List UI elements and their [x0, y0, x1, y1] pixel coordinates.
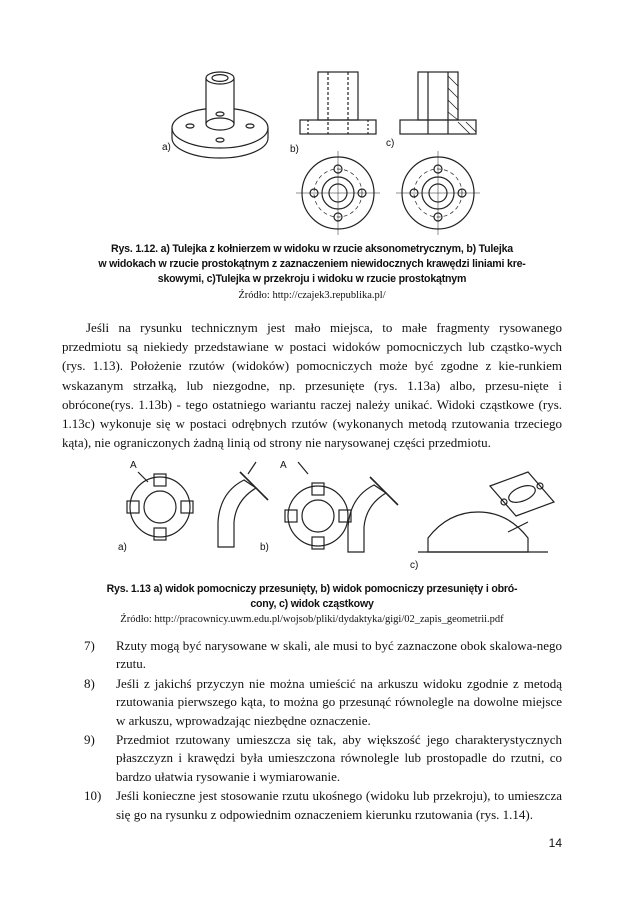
list-item [84, 787, 562, 824]
partial-view [418, 472, 554, 552]
list-item [84, 637, 562, 674]
caption2-line-2: cony, c) widok cząstkowy [250, 598, 374, 610]
figure-1-12-drawing [160, 66, 480, 236]
fig2-arrow-label-b: A [280, 460, 287, 471]
fig2-label-c: c) [410, 560, 419, 571]
list-item-number: 8) [84, 675, 95, 691]
top-view-c [396, 151, 480, 235]
list-item-text: Rzuty mogą być narysowane w skali, ale musi to być zaznaczone obok skalowa-nego rzutu. [116, 638, 562, 672]
figure-1-12-caption [62, 242, 562, 287]
fig2-label-a: a) [118, 542, 127, 553]
caption2-line-1: Rys. 1.13 a) widok pomocniczy przesunięty, b) widok pomocniczy przesunięty i obró- [106, 583, 518, 595]
figure-1-12-source: Źródło: http://czajek3.republika.pl/ [238, 290, 386, 301]
figure-1-13-drawing [108, 452, 578, 572]
list-item-number: 9) [84, 732, 95, 748]
list-item [84, 731, 562, 786]
list-item-text: Przedmiot rzutowany umieszcza się tak, aby większość jego charakterystycznych płaszczyzn i krawędzi była umieszczona równolegle lub prostopadle do rzutni, co bardzo ułatwia rysowanie i wymiarowanie. [116, 732, 562, 784]
fig2-label-b: b) [260, 542, 269, 553]
isometric-bushing [172, 72, 268, 158]
list-item-text: Jeśli z jakichś przyczyn nie można umieścić na arkuszu widoku zgodnie z metodą rzutowania pierwszego kąta, to można go przesunąć równolegle na dowolne miejsce w arkuszu, wprowadzając niezbędne oznaczenie. [116, 675, 562, 728]
fig1-label-c: c) [386, 138, 395, 149]
list-item-number: 7) [84, 638, 95, 653]
figure-1-13-caption [62, 582, 562, 612]
fig2-arrow-label-a: A [130, 460, 137, 471]
list-item-number: 10) [84, 788, 102, 804]
caption1-line-3: skowymi, c)Tulejka w przekroju i widoku w rzucie prostokątnym [157, 273, 467, 285]
figure-1-13 [108, 452, 578, 572]
auxiliary-view-shifted [127, 462, 268, 547]
fig1-label-a: a) [162, 142, 171, 153]
figure-1-13-source: Źródło: http://pracownicy.uwm.edu.pl/wojsob/pliki/dydaktyka/gigi/02_zapis_geometrii.pdf [120, 614, 504, 625]
page-number: 14 [548, 836, 562, 850]
body-paragraph: Jeśli na rysunku technicznym jest mało miejsca, to małe fragmenty rysowanego przedmiotu są niekiedy przedstawiane w postaci widoków pomocniczych lub cząstko-wych (rys. 1.13). Położenie rzutów (widoków) pomocniczych może być zgodne z kie-runkiem wskazanym strzałką, lub niezgodne, np. przesunięte (rys. 1.13a) albo, przesu-nięte i obrócone(rys. 1.13b) - tego ostatniego wariantu raczej należy unikać. Widoki cząstkowe (rys. 1.13c) wykonuje się w postaci odrębnych rzutów (wykonanych metodą rzutowania trzeciego kąta), nie ograniczonych żadną linią od strony nie narysowanej części przedmiotu. [62, 320, 562, 451]
caption1-line-2: w widokach w rzucie prostokątnym z zaznaczeniem niewidocznych krawędzi liniami kre- [98, 258, 526, 270]
top-view-b [296, 151, 380, 235]
section-front-view [400, 72, 476, 134]
list-item-text: Jeśli konieczne jest stosowanie rzutu ukośnego (widoku lub przekroju), to umieszcza się go na rysunku z odpowiednim oznaczeniem kierunku rzutowania (rys. 1.14). [116, 788, 562, 822]
auxiliary-view-shifted-rotated [285, 462, 398, 552]
orthographic-front-view [300, 72, 376, 134]
list-item [84, 675, 562, 730]
figure-1-12 [160, 66, 480, 236]
caption1-line-1: Rys. 1.12. a) Tulejka z kołnierzem w widoku w rzucie aksonometrycznym, b) Tulejka [111, 243, 513, 255]
numbered-list [84, 637, 562, 825]
fig1-label-b: b) [290, 144, 299, 155]
